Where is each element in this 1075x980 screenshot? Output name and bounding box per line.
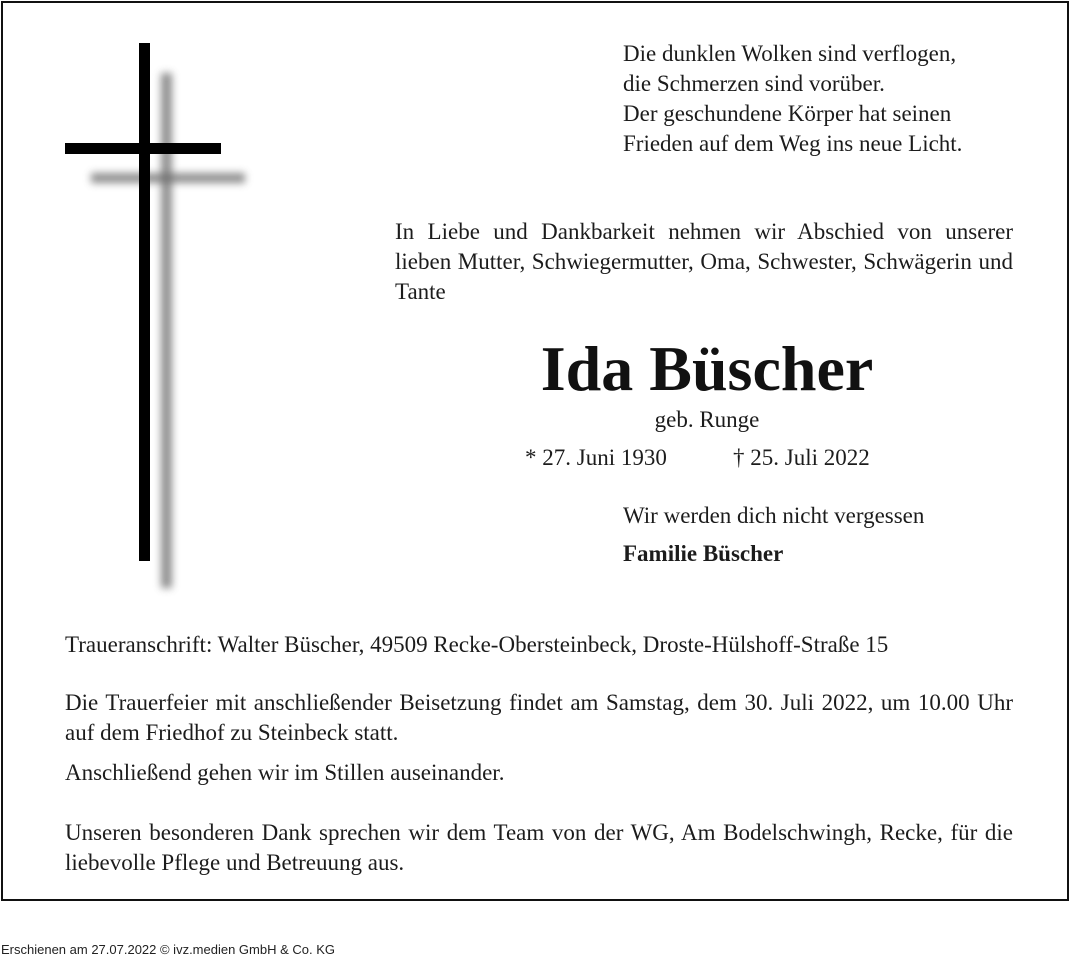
farewell-intro: In Liebe und Dankbarkeit nehmen wir Abschied von unserer lieben Mutter, Schwiegermutter, Oma, Schwester, Schwägerin und Tante [395, 219, 1013, 304]
poem-line: Die dunklen Wolken sind verflogen, [623, 41, 957, 66]
farewell-line: Wir werden dich nicht vergessen [623, 503, 925, 528]
cross-shadow-horizontal [91, 173, 245, 183]
family-signature: Familie Büscher [623, 541, 784, 566]
death-date: † 25. Juli 2022 [733, 445, 870, 470]
publication-footer: Erschienen am 27.07.2022 © ivz.medien GmbH & Co. KG [1, 942, 336, 957]
parting-note: Anschließend gehen wir im Stillen auseinander. [65, 760, 505, 785]
deceased-name: Ida Büscher [540, 333, 874, 404]
poem [623, 39, 1043, 159]
poem-line: die Schmerzen sind vorüber. [623, 71, 885, 96]
birth-date: * 27. Juni 1930 [525, 445, 667, 470]
poem-line: Der geschundene Körper hat seinen [623, 101, 952, 126]
cross-icon [65, 43, 255, 603]
cross-bar-vertical [139, 43, 150, 561]
obituary-notice [1, 1, 1069, 901]
birth-name: geb. Runge [654, 407, 760, 432]
poem-line: Frieden auf dem Weg ins neue Licht. [623, 131, 963, 156]
cross-bar-horizontal [65, 143, 221, 154]
ceremony-info: Die Trauerfeier mit anschließender Beisetzung findet am Samstag, dem 30. Juli 2022, um 10.00 Uhr auf dem Friedhof zu Steinbeck statt. [65, 690, 1013, 745]
thanks-note: Unseren besonderen Dank sprechen wir dem Team von der WG, Am Bodelschwingh, Recke, für die liebevolle Pflege und Betreuung aus. [65, 820, 1013, 875]
mourning-address: Traueranschrift: Walter Büscher, 49509 Recke-Obersteinbeck, Droste-Hülshoff-Straße 15 [65, 632, 889, 657]
